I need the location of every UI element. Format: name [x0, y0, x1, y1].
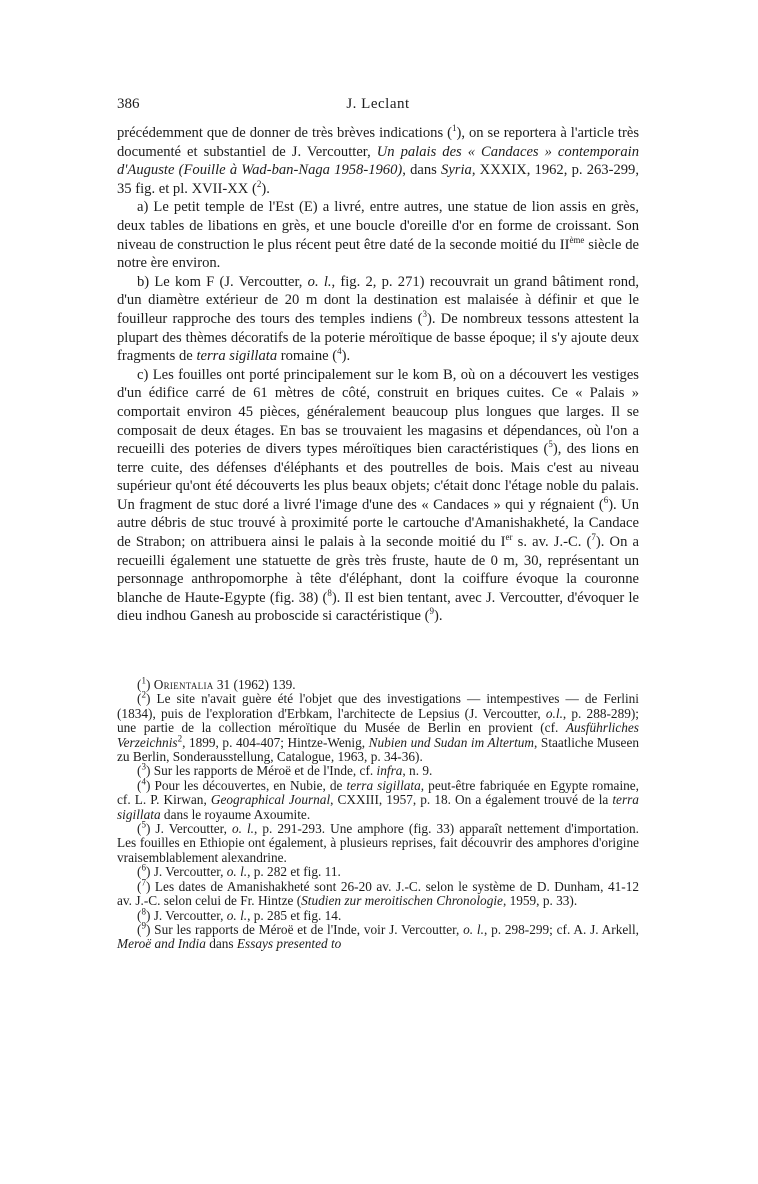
italic-abbrev: o. l. — [463, 921, 484, 937]
text-run: , 1899, p. 404-407; Hintze-Wenig, — [182, 734, 369, 750]
footnote-ref: 5 — [548, 439, 553, 450]
text-run: dans le royaume Axoumite. — [160, 806, 311, 822]
paragraph-intro — [117, 124, 639, 198]
page-number: 386 — [117, 96, 140, 112]
italic-term: infra — [376, 763, 403, 779]
text-run: ). — [341, 348, 351, 365]
running-head-author: J. Leclant — [346, 96, 410, 112]
footnote-9: ($^9$) Sur les rapports de Méroë et de l'Inde, voir J. Vercoutter, o. l., p. 298-299; cf. A. J. Arkell, Meroë and India dans Essays presented to — [117, 920, 639, 952]
text-run: , p. 288-289); une partie de la collection méroïtique du Musée de Berlin en provient (cf. — [117, 705, 639, 736]
footnote-4: ($^4$) Pour les découvertes, en Nubie, de terra sigillata, peut-être fabriquée en Egypte romaine, cf. L. P. Kirwan, Geographical Journal, CXXIII, 1957, p. 18. On a également trouvé de la terra sigillata dans le royaume Axoumite. — [117, 776, 640, 822]
footnote-2: ($^2$) Le site n'avait guère été l'objet que des investigations — intempestives — de Ferlini (1834), puis de l'exploration d'Erbkam, l'architecte de Lepsius (J. Vercoutter, o.l., p. 288-289); une partie de la collection méroïtique du Musée de Berlin en provient (cf. Ausführliches Verzeichnis$^2$, 1899, p. 404-407; Hintze-Wenig, Nubien und Sudan im Altertum, Staatliche Museen zu Berlin, Sonderausstellung, Catalogue, 1963, p. 34-36). — [117, 689, 640, 765]
text-run: ). — [433, 608, 443, 625]
italic-title: Geographical Journal — [210, 792, 331, 808]
text-run: 31 (1962) 139. — [213, 677, 296, 692]
text-run: ). De nombreux tessons attestent la plupart des thèmes décoratifs de la poterie méroïtique de basse époque; il s'y ajoute deux fragments de — [117, 310, 639, 365]
footnote-3: ($^3$) Sur les rapports de Méroë et de l'Inde, cf. infra, n. 9. — [137, 762, 433, 779]
italic-title: Meroë and India — [117, 936, 206, 952]
footnote-ref: 3 — [422, 309, 427, 320]
footnote-ref: 4 — [337, 346, 342, 357]
footnote-number: 1 — [141, 675, 146, 686]
text-run: ). — [261, 180, 270, 197]
text-run: J. Vercoutter, — [150, 821, 232, 837]
footnote-number: 3 — [141, 762, 146, 773]
text-run: b) Le kom F (J. Vercoutter, — [137, 273, 308, 290]
footnote-number: 6 — [141, 862, 146, 873]
text-run: , p. 285 et fig. 14. — [247, 907, 342, 923]
footnote-ref: 7 — [591, 532, 596, 543]
superscript: 2 — [177, 733, 183, 744]
text-run: , peut-être fabriquée en Egypte romaine, cf. L. P. Kirwan, — [117, 777, 640, 808]
main-text — [117, 124, 639, 626]
text-run: , fig. 2, p. 271) recouvrait un grand bâtiment rond, d'un diamètre extérieur de 20 m dont la destination est malaisée à définir et que le fouilleur rapproche des tours des temples indiens ( — [117, 273, 640, 327]
footnote-number: 4 — [141, 776, 146, 787]
text-run: ). On a recueilli également une statuette de grès très fruste, haute de 0 m, 30, représentant un personnage anthropomorphe à tête d'éléphant, dont la coiffure évoque la couronne blanche de Haute-Egypte (fig. 38) ( — [117, 534, 639, 606]
text-run: , 1959, p. 33). — [502, 893, 578, 909]
text-run: Sur les rapports de Méroë et de l'Inde, voir J. Vercoutter, — [150, 921, 464, 937]
text-run: ), des lions en terre cuite, des défenses d'éléphants et des poutrelles de bois. Mais c'est au niveau supérieur qu'ont été découverts les plus beaux objets; c'était donc l'étage noble du palais. Un fragment de stuc doré a livré l'image d'une des « Candaces » qui y régnaient ( — [117, 441, 639, 513]
italic-abbrev: o. l. — [231, 821, 255, 837]
footnote-5: ($^5$) J. Vercoutter, o. l., p. 291-293. Une amphore (fig. 33) apparaît nettement d'importation. Les fouilles en Ethiopie ont également, à plusieurs reprises, fait découvrir des amphores d'origine vraisemblablement alexandrine. — [117, 819, 639, 865]
text-run: J. Vercoutter, — [150, 907, 227, 923]
footnote-8: ($^8$) J. Vercoutter, o. l., p. 285 et fig. 14. — [137, 906, 342, 923]
text-run: , n. 9. — [402, 763, 433, 779]
italic-title: Un palais des « Candaces » contemporain d'Auguste (Fouille à Wad-ban-Naga 1958-1960) — [117, 143, 639, 179]
footnote-6: ($^6$) J. Vercoutter, o. l., p. 282 et fig. 11. — [137, 862, 341, 880]
text-run: , dans — [402, 162, 442, 179]
text-run: s. av. J.-C. ( — [512, 534, 592, 551]
text-run: c) Les fouilles ont porté principalement sur le kom B, où on a découvert les vestiges d'un édifice carré de 61 mètres de côté, construit en briques cuites. Ce « Palais » comportait environ 45 pièces, généralement beaucoup plus longues que larges. Il se composait de deux étages. En bas se trouvaient les magasins et dépendances, où l'on a recueilli des poteries de divers types méroïtiques bien caractéristiques ( — [117, 366, 639, 458]
text-run: siècle de notre ère environ. — [117, 236, 639, 272]
paragraph-b — [117, 273, 639, 366]
text-run: a) Le petit temple de l'Est (E) a livré, entre autres, une statue de lion assis en grès, deux tables de libations en grès, et une boucle d'oreille d'or en forme de croissant. Son niveau de construction le plus récent peut être daté de la seconde moitié du II — [117, 199, 639, 253]
italic-title: Studien zur meroitischen Chronologie — [301, 893, 503, 909]
italic-abbrev: o.l. — [545, 705, 563, 721]
text-run: romaine ( — [277, 348, 338, 365]
footnote-ref: 2 — [256, 178, 262, 189]
text-run: Sur les rapports de Méroë et de l'Inde, cf. — [150, 763, 377, 779]
text-run: , p. 291-293. Une amphore (fig. 33) apparaît nettement d'importation. Les fouilles en Ethiopie ont également, à plusieurs reprises, fait découvrir des amphores d'origine vraisemblablement alexandrine. — [117, 821, 639, 865]
text-run: , CXXIII, 1957, p. 18. On a également trouvé de la — [330, 792, 613, 808]
italic-abbrev: o. l. — [307, 273, 332, 290]
footnote-ref: 1 — [451, 123, 457, 134]
footnote-number: 2 — [141, 689, 146, 700]
italic-abbrev: o. l. — [226, 864, 248, 880]
footnote-number: 7 — [141, 877, 146, 888]
footnote-ref: 6 — [603, 495, 609, 506]
italic-title: Ausführliches Verzeichnis — [117, 720, 639, 750]
footnote-1: ($^1$) Orientalia 31 (1962) 139. — [137, 675, 296, 692]
italic-title: Syria — [441, 162, 472, 179]
text-run: ). Un autre débris de stuc trouvé à proximité porte le cartouche d'Amanishakheté, la Candace de Strabon; on attribuera ainsi le palais à la seconde moitié du I — [117, 496, 639, 551]
text-run: , XXXIX, 1962, p. 263-299, 35 fig. et pl. XVII-XX ( — [117, 162, 639, 197]
text-run: , Staatliche Museen zu Berlin, Sonderausstellung, Catalogue, 1963, p. 34-36). — [117, 734, 640, 765]
footnote-number: 8 — [141, 906, 146, 917]
text-run: ). Il est bien tentant, avec J. Vercoutter, d'évoquer le dieu indhou Ganesh au proboscide si caractéristique ( — [117, 589, 639, 625]
text-run: ), on se reportera à l'article très documenté et substantiel de J. Vercoutter, — [117, 125, 639, 160]
text-run: , p. 282 et fig. 11. — [247, 864, 341, 880]
superscript: ème — [569, 234, 585, 245]
superscript: er — [505, 532, 513, 543]
italic-abbrev: o. l. — [226, 907, 248, 923]
footnote-number: 5 — [141, 819, 146, 830]
italic-title: Essays presented to — [236, 936, 342, 952]
footnote-ref: 8 — [327, 587, 332, 598]
footnote-number: 9 — [141, 920, 146, 931]
italic-title: Nubien und Sudan im Altertum — [368, 734, 535, 750]
journal-name: Orientalia — [153, 677, 214, 692]
italic-term: terra sigillata — [117, 792, 639, 822]
text-run: J. Vercoutter, — [150, 864, 227, 880]
paragraph-c — [117, 366, 639, 626]
italic-term: terra sigillata — [196, 348, 278, 365]
running-header — [117, 96, 639, 116]
text-run: , p. 298-299; cf. A. J. Arkell, — [483, 921, 639, 937]
text-run: Le site n'avait guère été l'objet que des investigations — intempestives — de Ferlini (1834), puis de l'exploration d'Erbkam, l'architecte de Lepsius (J. Vercoutter, — [117, 691, 639, 721]
italic-term: terra sigillata — [346, 777, 421, 793]
text-run: Les dates de Amanishakheté sont 26-20 av. J.-C. selon le système de D. Dunham, 41-12 av. J.-C. selon celui de Fr. Hintze ( — [117, 878, 639, 909]
paragraph-a — [117, 198, 639, 272]
footnote-ref: 9 — [429, 606, 434, 617]
text-run: précédemment que de donner de très brèves indications ( — [117, 125, 452, 141]
text-run: dans — [205, 936, 237, 952]
text-run: Pour les découvertes, en Nubie, de — [150, 777, 347, 793]
footnote-7: ($^7$) Les dates de Amanishakheté sont 26-20 av. J.-C. selon le système de D. Dunham, 41-12 av. J.-C. selon celui de Fr. Hintze (Studien zur meroitischen Chronologie, 1959, p. 33). — [117, 877, 639, 909]
footnotes — [117, 675, 640, 952]
